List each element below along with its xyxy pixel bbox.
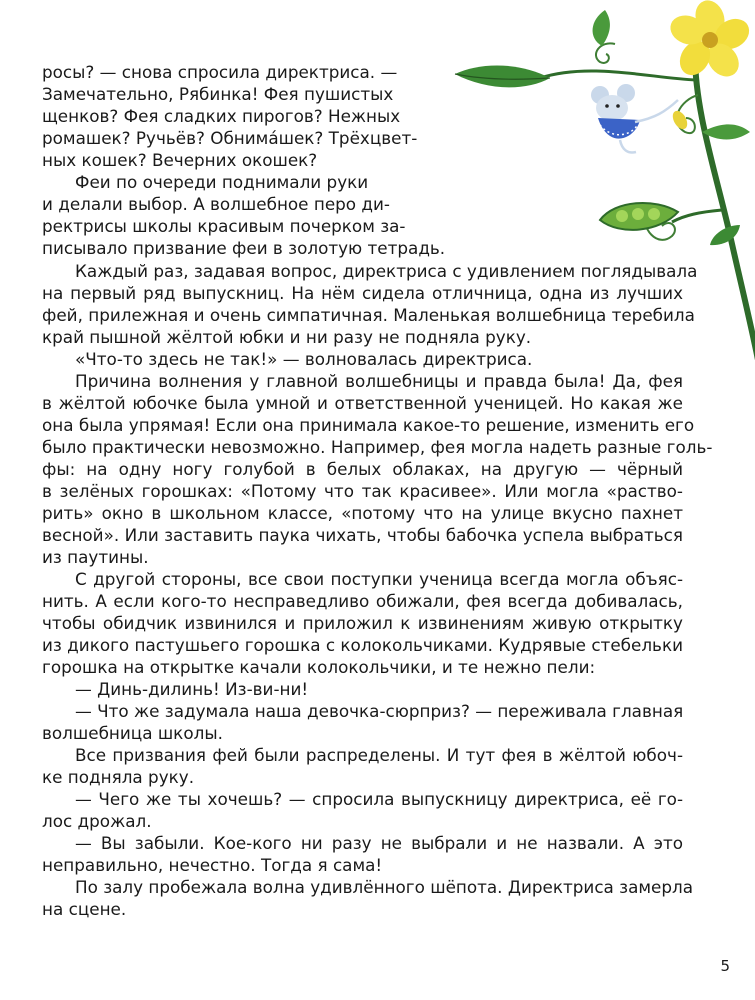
yellow-flower — [666, 0, 754, 83]
text-line: чтобы обидчик извинился и приложил к извинениям живую открытку — [42, 613, 683, 633]
text-line: фей, прилежная и очень симпатичная. Маленькая волшебница теребила — [42, 305, 695, 325]
leaf — [593, 10, 610, 46]
text-line: ректрисы школы красивым почерком за- — [42, 216, 406, 236]
text-line: лос дрожал. — [42, 811, 152, 831]
mouse-figure — [591, 84, 678, 153]
text-line: ных кошек? Вечерних окошек? — [42, 150, 318, 170]
text-line: щенков? Фея сладких пирогов? Нежных — [42, 106, 401, 126]
branch — [540, 71, 696, 80]
flower-bud — [670, 108, 690, 131]
text-line: ромашек? Ручьёв? Обнимáшек? Трёхцвет- — [42, 128, 418, 148]
leaf — [702, 124, 750, 139]
text-line: горошка на открытке качали колокольчики, и те нежно пели: — [42, 657, 596, 677]
text-line: — Что же задумала наша девочка-сюрприз? — переживала главная — [75, 701, 684, 721]
pea — [648, 208, 660, 220]
pea — [616, 210, 628, 222]
text-line: Феи по очереди поднимали руки — [75, 172, 369, 192]
text-line: — Динь-дилинь! Из-ви-ни! — [75, 679, 309, 699]
text-line: в жёлтой юбочке была умной и ответственной ученицей. Но какая же — [42, 393, 683, 413]
text-line: в зелёных горошках: «Потому что так красивее». Или могла «раство- — [42, 481, 683, 501]
text-line: из дикого пастушьего горошка с колокольчиками. Кудрявые стебельки — [42, 635, 683, 655]
text-line: — Чего же ты хочешь? — спросила выпускницу директриса, её го- — [75, 789, 683, 809]
text-line: на первый ряд выпускниц. На нём сидела отличница, одна из лучших — [42, 283, 683, 303]
text-line: ке подняла руку. — [42, 767, 195, 787]
text-line: волшебница школы. — [42, 723, 223, 743]
text-line: — Вы забыли. Кое-кого ни разу не выбрали и не назвали. А это — [75, 833, 683, 853]
text-line: край пышной жёлтой юбки и ни разу не подняла руку. — [42, 327, 532, 347]
text-line: нить. А если кого-то несправедливо обижали, фея всегда добивалась, — [42, 591, 683, 611]
text-line: неправильно, нечестно. Тогда я сама! — [42, 855, 383, 875]
text-line: Все призвания фей были распределены. И тут фея в жёлтой юбоч- — [75, 745, 683, 765]
page-number: 5 — [720, 957, 730, 975]
text-line: По залу пробежала волна удивлённого шёпота. Директриса замерла — [75, 877, 694, 897]
text-line: Замечательно, Рябинка! Фея пушистых — [42, 84, 394, 104]
text-line: весной». Или заставить паука чихать, чтобы бабочка успела выбраться — [42, 525, 683, 545]
vine-stem — [695, 55, 755, 360]
leaf — [710, 225, 740, 245]
text-line: С другой стороны, все свои поступки ученица всегда могла объяс- — [75, 569, 683, 589]
text-line: фы: на одну ногу голубой в белых облаках, на другую — чёрный — [42, 459, 683, 479]
text-line: рить» окно в школьном классе, «потому что на улице вкусно пахнет — [42, 503, 683, 523]
text-line: Причина волнения у главной волшебницы и правда была! Да, фея — [75, 371, 683, 391]
tendril — [596, 43, 615, 63]
text-line: и делали выбор. А волшебное перо ди- — [42, 194, 390, 214]
pea — [632, 208, 644, 220]
text-line: она была упрямая! Если она принимала какое-то решение, изменить его — [42, 415, 695, 435]
text-line: на сцене. — [42, 899, 127, 919]
text-line: росы? — снова спросила директриса. — — [42, 62, 398, 82]
text-line: из паутины. — [42, 547, 149, 567]
text-line: Каждый раз, задавая вопрос, директриса с удивлением поглядывала — [75, 261, 698, 281]
text-line: писывало призвание феи в золотую тетрадь. — [42, 238, 446, 258]
text-line: «Что-то здесь не так!» — волновалась директриса. — [75, 349, 533, 369]
text-line: было практически невозможно. Например, фея могла надеть разные голь- — [42, 437, 713, 457]
